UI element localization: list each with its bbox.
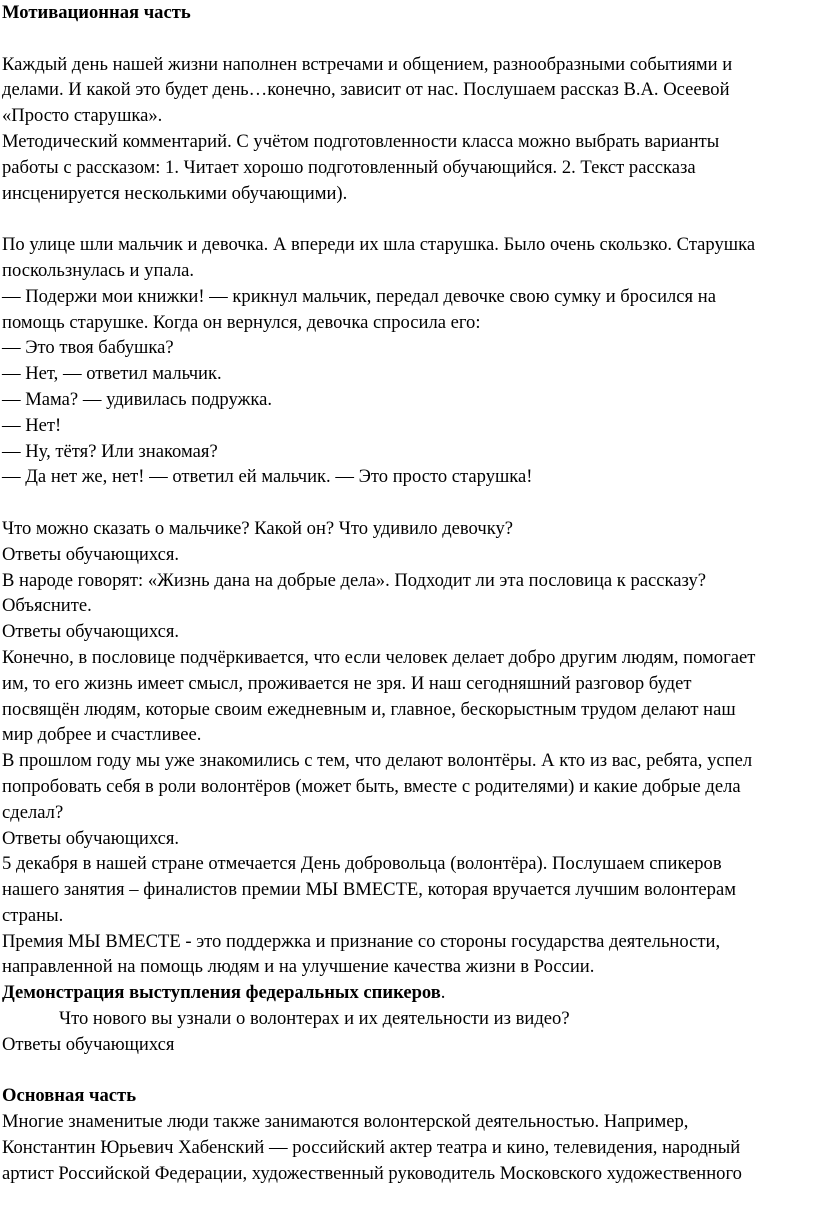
text-line: сделал? [2, 801, 64, 823]
text-line: Константин Юрьевич Хабенский — российский актер театра и кино, телевидения, народный [2, 1137, 741, 1159]
text-line: В прошлом году мы уже знакомились с тем, что делают волонтёры. А кто из вас, ребята, успел [2, 750, 753, 772]
demo-answers: Ответы обучающихся [2, 1033, 175, 1055]
text-line: артист Российской Федерации, художественный руководитель Московского художественного [2, 1162, 742, 1184]
story-line: По улице шли мальчик и девочка. А впереди их шла старушка. Было очень скользко. Старушка [2, 234, 756, 256]
story-line: — Нет, — ответил мальчик. [2, 363, 222, 385]
text-line: Методический комментарий. С учётом подготовленности класса можно выбрать варианты [2, 130, 720, 152]
story-line: — Мама? — удивилась подружка. [2, 388, 273, 410]
text-line: Что можно сказать о мальчике? Какой он? Что удивило девочку? [2, 517, 514, 539]
text-line: страны. [2, 904, 64, 926]
blank-line [2, 490, 814, 516]
text-line: делами. И какой это будет день…конечно, зависит от нас. Послушаем рассказ В.А. Осеевой [2, 79, 730, 101]
section-heading-main: Основная часть [2, 1085, 137, 1107]
demo-heading: Демонстрация выступления федеральных спикеров [2, 982, 441, 1004]
story-line: — Ну, тётя? Или знакомая? [2, 440, 218, 462]
text-line: В народе говорят: «Жизнь дана на добрые дела». Подходит ли эта пословица к рассказу? [2, 569, 707, 591]
story-line: — Да нет же, нет! — ответил ей мальчик. — Это просто старушка! [2, 466, 533, 488]
story-line: — Это твоя бабушка? [2, 337, 174, 359]
text-line: посвящён людям, которые своим ежедневным и, главное, бескорыстным трудом делают наш [2, 698, 736, 720]
text-line: 5 декабря в нашей стране отмечается День добровольца (волонтёра). Послушаем спикеров [2, 853, 722, 875]
text-line: работы с рассказом: 1. Читает хорошо подготовленный обучающийся. 2. Текст рассказа [2, 156, 696, 178]
story-line: поскользнулась и упала. [2, 259, 194, 281]
story-line: — Подержи мои книжки! — крикнул мальчик, передал девочке свою сумку и бросился на [2, 285, 716, 307]
text-line: Ответы обучающихся. [2, 827, 180, 849]
text-line: Объясните. [2, 595, 92, 617]
demo-heading-period: . [440, 982, 446, 1004]
section-heading-motivation: Мотивационная часть [2, 2, 191, 23]
story-line: помощь старушке. Когда он вернулся, девочка спросила его: [2, 311, 481, 333]
text-line: Каждый день нашей жизни наполнен встречами и общением, разнообразными событиями и [2, 53, 733, 75]
text-line: «Просто старушка». [2, 105, 163, 127]
text-line: им, то его жизнь имеет смысл, проживается не зря. И наш сегодняшний разговор будет [2, 672, 692, 694]
text-line: Многие знаменитые люди также занимаются волонтерской деятельностью. Например, [2, 1111, 689, 1133]
text-line: Ответы обучающихся. [2, 543, 180, 565]
text-line: нашего занятия – финалистов премии МЫ ВМЕСТЕ, которая вручается лучшим волонтерам [2, 879, 736, 901]
blank-line [2, 1058, 814, 1084]
text-line: Премия МЫ ВМЕСТЕ - это поддержка и признание со стороны государства деятельности, [2, 930, 721, 952]
demo-question: Что нового вы узнали о волонтерах и их деятельности из видео? [59, 1008, 570, 1030]
blank-line [2, 26, 814, 52]
text-line: мир добрее и счастливее. [2, 724, 202, 746]
story-line: — Нет! [2, 414, 62, 436]
demo-heading-line [2, 980, 814, 1006]
blank-line [2, 206, 814, 232]
text-line: попробовать себя в роли волонтёров (может быть, вместе с родителями) и какие добрые дела [2, 775, 741, 797]
text-line: направленной на помощь людям и на улучшение качества жизни в России. [2, 956, 595, 978]
text-line: Конечно, в пословице подчёркивается, что если человек делает добро другим людям, помогает [2, 646, 756, 668]
text-line: Ответы обучающихся. [2, 621, 180, 643]
text-line: инсценируется несколькими обучающими). [2, 182, 348, 204]
